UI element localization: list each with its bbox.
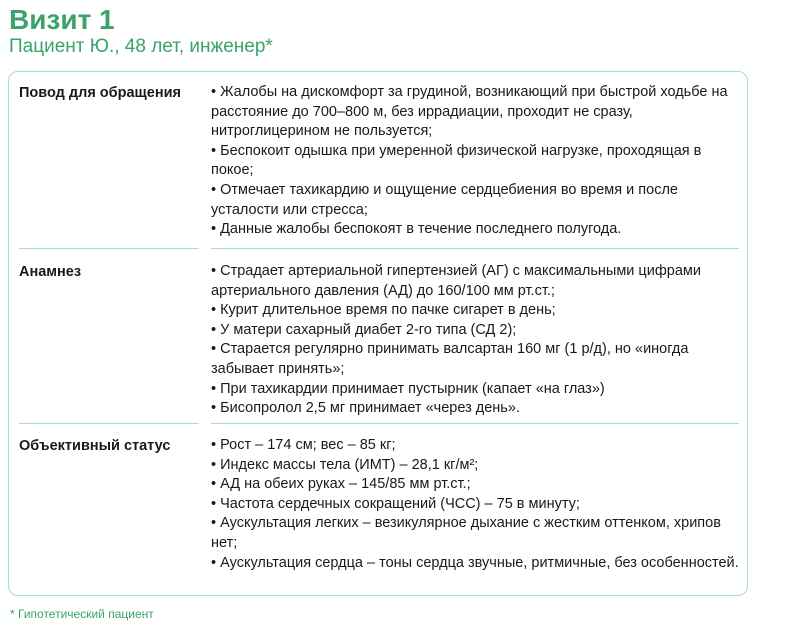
section-items bbox=[211, 436, 739, 573]
list-item: • АД на обеих руках – 145/85 мм рт.ст.; bbox=[211, 475, 739, 495]
list-item: • При тахикардии принимает пустырник (капает «на глаз») bbox=[211, 380, 739, 400]
label-divider bbox=[19, 248, 199, 249]
section-items bbox=[211, 83, 739, 240]
content-divider bbox=[211, 248, 739, 249]
list-item: • Курит длительное время по пачке сигарет в день; bbox=[211, 301, 739, 321]
list-item: • Индекс массы тела (ИМТ) – 28,1 кг/м²; bbox=[211, 456, 739, 476]
list-item: • У матери сахарный диабет 2-го типа (СД 2); bbox=[211, 321, 739, 341]
list-item: • Страдает артериальной гипертензией (АГ) с максимальными цифрами артериального давления (АД) до 160/100 мм рт.ст.; bbox=[211, 262, 739, 301]
list-item: • Бисопролол 2,5 мг принимает «через день». bbox=[211, 399, 739, 419]
list-item: • Старается регулярно принимать валсартан 160 мг (1 р/д), но «иногда забывает принять»; bbox=[211, 340, 739, 379]
section-label: Объективный статус bbox=[19, 438, 171, 454]
footnote: * Гипотетический пациент bbox=[10, 607, 154, 621]
list-item: • Частота сердечных сокращений (ЧСС) – 75 в минуту; bbox=[211, 495, 739, 515]
patient-subtitle: Пациент Ю., 48 лет, инженер* bbox=[9, 36, 273, 57]
section-items bbox=[211, 262, 739, 419]
page-title: Визит 1 bbox=[9, 4, 115, 35]
list-item: • Данные жалобы беспокоят в течение последнего полугода. bbox=[211, 220, 739, 240]
list-item: • Рост – 174 см; вес – 85 кг; bbox=[211, 436, 739, 456]
list-item: • Аускультация легких – везикулярное дыхание с жестким оттенком, хрипов нет; bbox=[211, 514, 739, 553]
visit-card bbox=[8, 71, 748, 596]
content-divider bbox=[211, 423, 739, 424]
label-divider bbox=[19, 423, 199, 424]
section-label: Повод для обращения bbox=[19, 85, 181, 101]
list-item: • Беспокоит одышка при умеренной физической нагрузке, проходящая в покое; bbox=[211, 142, 739, 181]
list-item: • Жалобы на дискомфорт за грудиной, возникающий при быстрой ходьбе на расстояние до 700–800 м, без иррадиации, проходит не сразу, нитроглицерином не пользуется; bbox=[211, 83, 739, 142]
list-item: • Аускультация сердца – тоны сердца звучные, ритмичные, без особенностей. bbox=[211, 554, 739, 574]
list-item: • Отмечает тахикардию и ощущение сердцебиения во время и после усталости или стресса; bbox=[211, 181, 739, 220]
section-label: Анамнез bbox=[19, 264, 82, 280]
